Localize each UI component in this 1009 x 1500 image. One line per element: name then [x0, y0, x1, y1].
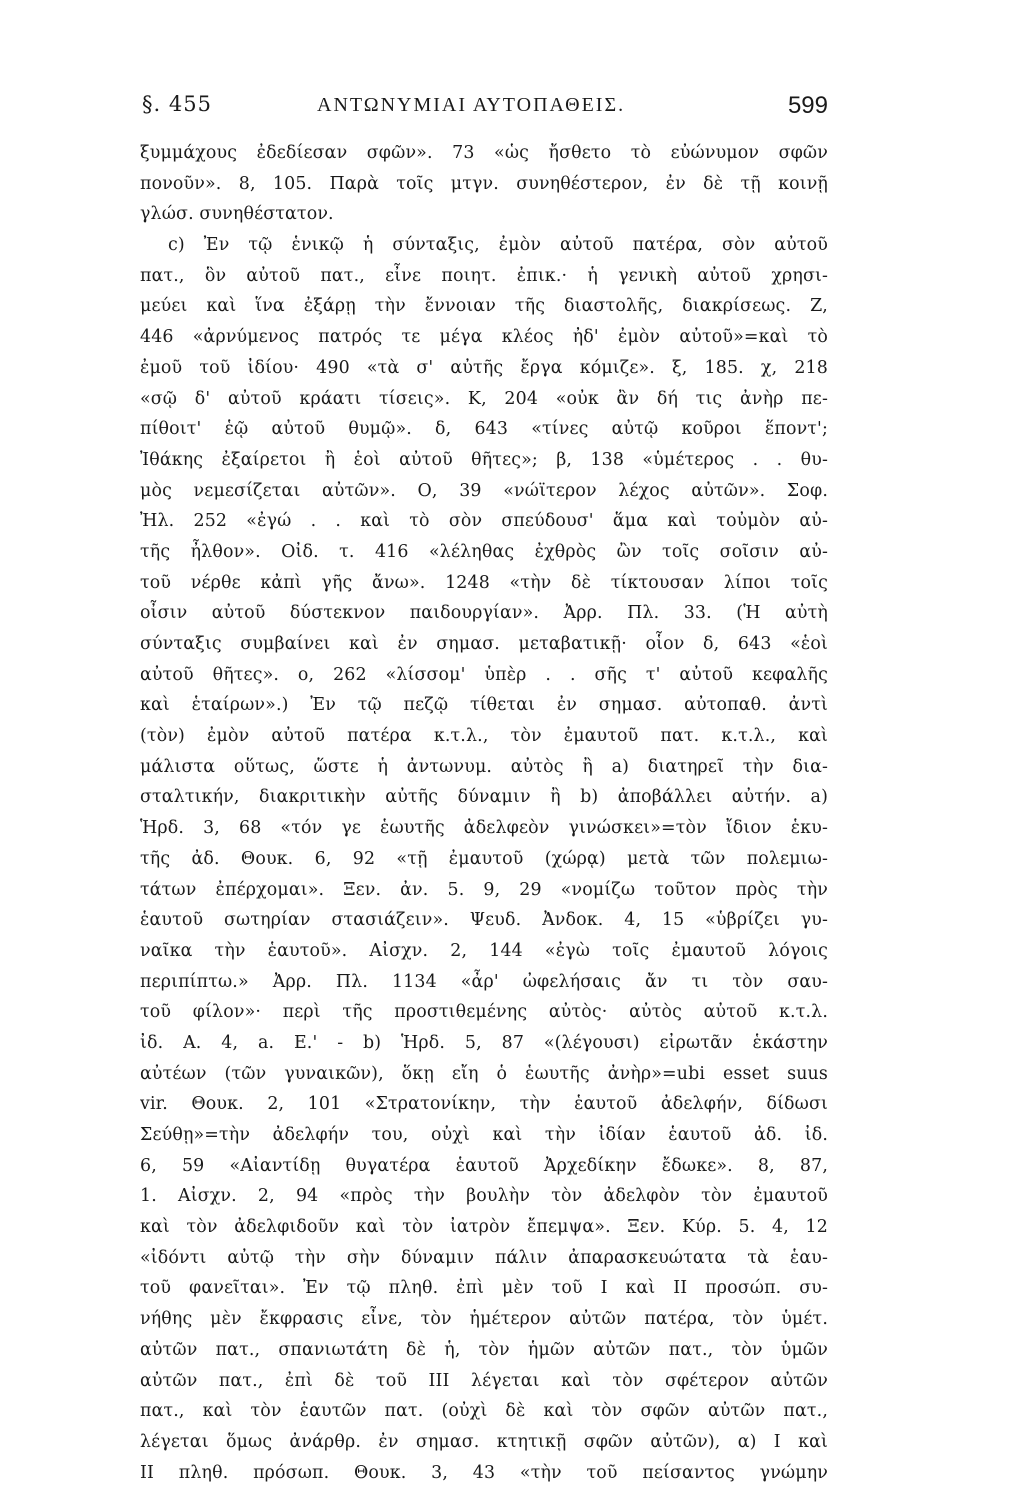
text-line: τοῦ φίλον»· περὶ τῆς προστιθεμένης αὐτὸς· αὐτὸς αὐτοῦ κ.τ.λ. [140, 1002, 828, 1023]
text-line: c) Ἐν τῷ ἑνικῷ ἡ σύνταξις, ἐμὸν αὐτοῦ πατέρα, σὸν αὐτοῦ [168, 235, 828, 256]
text-line: 446 «ἀρνύμενος πατρός τε μέγα κλέος ἠδ' ἐμὸν αὐτοῦ»=καὶ τὸ [140, 327, 828, 348]
text-line: Ἰθάκης ἐξαίρετοι ἢ ἑοὶ αὐτοῦ θῆτες»; β, 138 «ὑμέτερος . . θυ- [140, 449, 828, 470]
running-title: ΑΝΤΩΝΥΜΙΑΙ ΑΥΤΟΠΑΘΕΙΣ. [317, 94, 626, 116]
text-line: ξυμμάχους ἐδεδίεσαν σφῶν». 73 «ὡς ἤσθετο τὸ εὐώνυμον σφῶν [140, 143, 828, 163]
text-line: τοῦ φανεῖται». Ἐν τῷ πληθ. ἐπὶ μὲν τοῦ Ι καὶ ΙΙ προσώπ. συ- [140, 1278, 828, 1299]
text-line: ναῖκα τὴν ἑαυτοῦ». Αἰσχν. 2, 144 «ἐγὼ τοῖς ἐμαυτοῦ λόγοις [140, 940, 828, 961]
text-line: (τὸν) ἐμὸν αὐτοῦ πατέρα κ.τ.λ., τὸν ἐμαυτοῦ πατ. κ.τ.λ., καὶ [140, 726, 828, 747]
text-line: πονοῦν». 8, 105. Παρὰ τοῖς μτγν. συνηθέστερον, ἐν δὲ τῇ κοινῇ [140, 173, 828, 194]
text-line: μὸς νεμεσίζεται αὐτῶν». Ο, 39 «νώϊτερον λέχος αὐτῶν». Σοφ. [140, 480, 828, 501]
text-line: τῆς ἦλθον». Οἰδ. τ. 416 «λέληθας ἐχθρὸς ὢν τοῖς σοῖσιν αὐ- [140, 541, 828, 562]
running-head [142, 92, 832, 126]
text-line: τάτων ἐπέρχομαι». Ξεν. ἀν. 5. 9, 29 «νομίζω τοῦτον πρὸς τὴν [140, 879, 828, 900]
page-number: 599 [787, 92, 828, 119]
text-line: «ἰδόντι αὐτῷ τὴν σὴν δύναμιν πάλιν ἀπαρασκευώτατα τὰ ἑαυ- [140, 1247, 828, 1268]
text-line: Σεύθῃ»=τὴν ἀδελφήν του, οὐχὶ καὶ τὴν ἰδίαν ἑαυτοῦ ἀδ. ἰδ. [140, 1125, 828, 1145]
text-line: Ἠλ. 252 «ἐγώ . . καὶ τὸ σὸν σπεύδουσ' ἅμα καὶ τοὐμὸν αὐ- [140, 511, 828, 532]
text-line: οἶσιν αὐτοῦ δύστεκνον παιδουργίαν». Ἀρρ. Πλ. 33. (Ἡ αὐτὴ [140, 603, 828, 624]
text-line: αὐτῶν πατ., σπανιωτάτη δὲ ἡ, τὸν ἡμῶν αὐτῶν πατ., τὸν ὑμῶν [140, 1339, 828, 1360]
text-line: λέγεται ὅμως ἀνάρθρ. ἐν σημασ. κτητικῇ σφῶν αὐτῶν), α) Ι καὶ [140, 1431, 828, 1452]
text-line: ἑαυτοῦ σωτηρίαν στασιάζειν». Ψευδ. Ἀνδοκ. 4, 15 «ὑβρίζει γυ- [140, 910, 828, 931]
text-line: πατ., ὃν αὐτοῦ πατ., εἶνε ποιητ. ἐπικ.· ἡ γενικὴ αὐτοῦ χρησι- [140, 265, 828, 286]
text-line: Ἡρδ. 3, 68 «τόν γε ἑωυτῆς ἀδελφεὸν γινώσκει»=τὸν ἴδιον ἑκυ- [140, 818, 828, 839]
text-line: γλώσ. συνηθέστατον. [140, 204, 334, 225]
text-line: αὐτοῦ θῆτες». ο, 262 «λίσσομ' ὑπὲρ . . σῆς τ' αὐτοῦ κεφαλῆς [140, 664, 828, 685]
text-line: ἐμοῦ τοῦ ἰδίου· 490 «τὰ σ' αὐτῆς ἔργα κόμιζε». ξ, 185. χ, 218 [140, 357, 828, 378]
text-line: 6, 59 «Αἰαντίδῃ θυγατέρα ἑαυτοῦ Ἀρχεδίκην ἔδωκε». 8, 87, [140, 1155, 828, 1176]
text-line: ἰδ. Α. 4, a. Ε.' - b) Ἡρδ. 5, 87 «(λέγουσι) εἰρωτᾶν ἑκάστην [140, 1032, 828, 1053]
text-line: vir. Θουκ. 2, 101 «Στρατονίκην, τὴν ἑαυτοῦ ἀδελφήν, δίδωσι [140, 1094, 828, 1115]
body-text [140, 138, 828, 1488]
text-line: νήθης μὲν ἔκφρασις εἶνε, τὸν ἡμέτερον αὐτῶν πατέρα, τὸν ὑμέτ. [140, 1309, 828, 1330]
text-line: αὐτῶν πατ., ἐπὶ δὲ τοῦ ΙΙΙ λέγεται καὶ τὸν σφέτερον αὐτῶν [140, 1370, 828, 1391]
text-line: πατ., καὶ τὸν ἑαυτῶν πατ. (οὐχὶ δὲ καὶ τὸν σφῶν αὐτῶν πατ., [140, 1401, 828, 1422]
text-line: ΙΙ πληθ. πρόσωπ. Θουκ. 3, 43 «τὴν τοῦ πείσαντος γνώμην [140, 1462, 828, 1483]
text-line: καὶ ἑταίρων».) Ἐν τῷ πεζῷ τίθεται ἐν σημασ. αὐτοπαθ. ἀντὶ [140, 695, 828, 716]
text-line: τοῦ νέρθε κἀπὶ γῆς ἄνω». 1248 «τὴν δὲ τίκτουσαν λίποι τοῖς [140, 572, 828, 593]
text-line: περιπίπτω.» Ἀρρ. Πλ. 1134 «ἆρ' ὠφελήσαις ἄν τι τὸν σαυ- [140, 971, 828, 992]
text-line: «σῷ δ' αὐτοῦ κράατι τίσεις». Κ, 204 «οὐκ ἂν δή τις ἀνὴρ πε- [140, 388, 828, 409]
text-line: σταλτικήν, διακριτικὴν αὐτῆς δύναμιν ἢ b) ἀποβάλλει αὐτήν. a) [140, 787, 828, 808]
text-line: σύνταξις συμβαίνει καὶ ἐν σημασ. μεταβατικῇ· οἷον δ, 643 «ἑοὶ [140, 634, 828, 654]
text-line: τῆς ἀδ. Θουκ. 6, 92 «τῇ ἐμαυτοῦ (χώρᾳ) μετὰ τῶν πολεμιω- [140, 848, 828, 869]
text-line: 1. Αἰσχν. 2, 94 «πρὸς τὴν βουλὴν τὸν ἀδελφὸν τὸν ἐμαυτοῦ [140, 1186, 828, 1207]
text-line: μάλιστα οὕτως, ὥστε ἡ ἀντωνυμ. αὐτὸς ἢ a) διατηρεῖ τὴν δια- [140, 756, 828, 777]
text-line: μεύει καὶ ἵνα ἐξάρῃ τὴν ἔννοιαν τῆς διαστολῆς, διακρίσεως. Ζ, [140, 296, 828, 317]
text-line: πίθοιτ' ἑῷ αὐτοῦ θυμῷ». δ, 643 «τίνες αὐτῷ κοῦροι ἕποντ'; [140, 419, 828, 440]
text-line: αὐτέων (τῶν γυναικῶν), ὅκῃ εἴη ὁ ἑωυτῆς ἀνὴρ»=ubi esset suus [140, 1063, 828, 1084]
text-line: καὶ τὸν ἀδελφιδοῦν καὶ τὸν ἰατρὸν ἔπεμψα». Ξεν. Κύρ. 5. 4, 12 [140, 1217, 828, 1238]
section-reference: §. 455 [142, 92, 212, 116]
